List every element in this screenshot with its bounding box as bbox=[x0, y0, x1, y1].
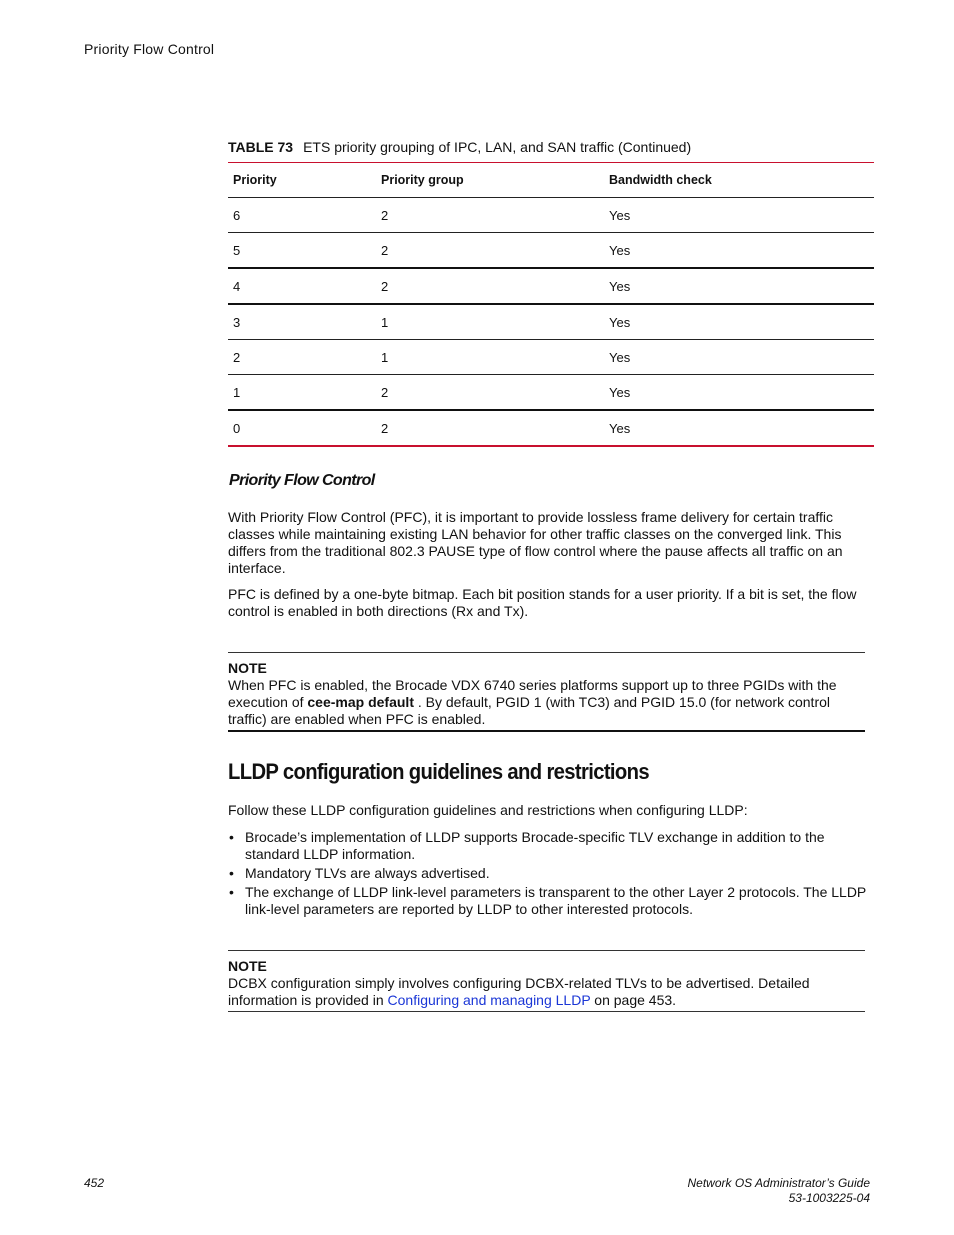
lldp-bullet-list bbox=[228, 829, 868, 920]
page-number: 452 bbox=[84, 1176, 105, 1190]
list-item bbox=[228, 865, 868, 882]
cell-bandwidth-check: Yes bbox=[604, 340, 874, 375]
footer-doc-info bbox=[687, 1176, 870, 1206]
table-row bbox=[228, 340, 874, 375]
bullet-glyph: • bbox=[229, 865, 234, 881]
pfc-section-title: Priority Flow Control bbox=[229, 472, 375, 489]
cell-priority: 3 bbox=[228, 304, 376, 340]
note-rule-top bbox=[228, 950, 865, 951]
cell-priority: 5 bbox=[228, 233, 376, 269]
note-text-before: DCBX configuration simply involves configuring DCBX-related TLVs to be advertised. Detailed information is provided in bbox=[228, 975, 810, 1008]
cell-bandwidth-check: Yes bbox=[604, 268, 874, 304]
running-header: Priority Flow Control bbox=[84, 41, 215, 57]
guide-title: Network OS Administrator’s Guide bbox=[687, 1176, 870, 1190]
cell-bandwidth-check: Yes bbox=[604, 410, 874, 446]
table-caption bbox=[228, 139, 691, 155]
cell-priority-group: 2 bbox=[376, 233, 604, 269]
cell-priority: 6 bbox=[228, 198, 376, 233]
cell-bandwidth-check: Yes bbox=[604, 233, 874, 269]
cell-priority: 4 bbox=[228, 268, 376, 304]
table-caption-text: ETS priority grouping of IPC, LAN, and SAN traffic (Continued) bbox=[303, 139, 692, 155]
pfc-paragraph-1: With Priority Flow Control (PFC), it is important to provide lossless frame delivery for certain traffic classes while maintaining existing LAN behavior for other traffic classes on the converged link. This differs from the traditional 802.3 PAUSE type of flow control where the pause affects all traffic on an interface. bbox=[228, 509, 843, 576]
note-text-after: . By default, PGID 1 (with TC3) and PGID 15.0 (for network control traffic) are enabled when PFC is enabled. bbox=[228, 694, 831, 727]
cell-priority-group: 2 bbox=[376, 268, 604, 304]
list-item-text: Mandatory TLVs are always advertised. bbox=[245, 865, 490, 881]
note-text bbox=[228, 975, 865, 1012]
cell-bandwidth-check: Yes bbox=[604, 375, 874, 411]
note-rule-top bbox=[228, 652, 865, 653]
table-row bbox=[228, 410, 874, 446]
cell-priority-group: 1 bbox=[376, 340, 604, 375]
header-priority: Priority bbox=[228, 163, 376, 198]
cell-bandwidth-check: Yes bbox=[604, 304, 874, 340]
note-label: NOTE bbox=[228, 660, 267, 676]
table-label: TABLE 73 bbox=[228, 139, 294, 155]
list-item bbox=[228, 884, 868, 918]
table-header-row bbox=[228, 163, 874, 198]
list-item bbox=[228, 829, 868, 863]
note-command: cee-map default bbox=[307, 694, 414, 710]
note-text-after: on page 453. bbox=[590, 992, 677, 1008]
bullet-glyph: • bbox=[229, 829, 234, 845]
doc-number: 53-1003225-04 bbox=[788, 1191, 870, 1205]
lldp-section-title: LLDP configuration guidelines and restrictions bbox=[228, 759, 649, 784]
cell-priority-group: 2 bbox=[376, 410, 604, 446]
cell-priority-group: 2 bbox=[376, 375, 604, 411]
table-row bbox=[228, 198, 874, 233]
note-label: NOTE bbox=[228, 958, 267, 974]
list-item-text: Brocade’s implementation of LLDP supports Brocade-specific TLV exchange in addition to the standard LLDP information. bbox=[245, 829, 825, 862]
pfc-note bbox=[228, 652, 865, 732]
cell-priority: 2 bbox=[228, 340, 376, 375]
cell-priority: 1 bbox=[228, 375, 376, 411]
cell-priority-group: 2 bbox=[376, 198, 604, 233]
lldp-note bbox=[228, 950, 865, 1012]
cell-priority: 0 bbox=[228, 410, 376, 446]
table-row bbox=[228, 375, 874, 411]
cell-priority-group: 1 bbox=[376, 304, 604, 340]
list-item-text: The exchange of LLDP link-level parameters is transparent to the other Layer 2 protocols. The LLDP link-level parameters are reported by LLDP to other interested protocols. bbox=[245, 884, 867, 917]
table-row bbox=[228, 304, 874, 340]
ets-priority-table bbox=[228, 162, 874, 447]
pfc-paragraph-2: PFC is defined by a one-byte bitmap. Each bit position stands for a user priority. If a bit is set, the flow control is enabled in both directions (Rx and Tx). bbox=[228, 586, 857, 619]
table-row bbox=[228, 268, 874, 304]
configuring-lldp-link[interactable]: Configuring and managing LLDP bbox=[387, 992, 591, 1008]
lldp-intro: Follow these LLDP configuration guidelines and restrictions when configuring LLDP: bbox=[228, 802, 748, 818]
note-text-before: When PFC is enabled, the Brocade VDX 6740 series platforms support up to three PGIDs with the execution of bbox=[228, 677, 837, 710]
note-text bbox=[228, 677, 865, 732]
cell-bandwidth-check: Yes bbox=[604, 198, 874, 233]
header-priority-group: Priority group bbox=[376, 163, 604, 198]
bullet-glyph: • bbox=[229, 884, 234, 900]
table-row bbox=[228, 233, 874, 269]
header-bandwidth-check: Bandwidth check bbox=[604, 163, 874, 198]
